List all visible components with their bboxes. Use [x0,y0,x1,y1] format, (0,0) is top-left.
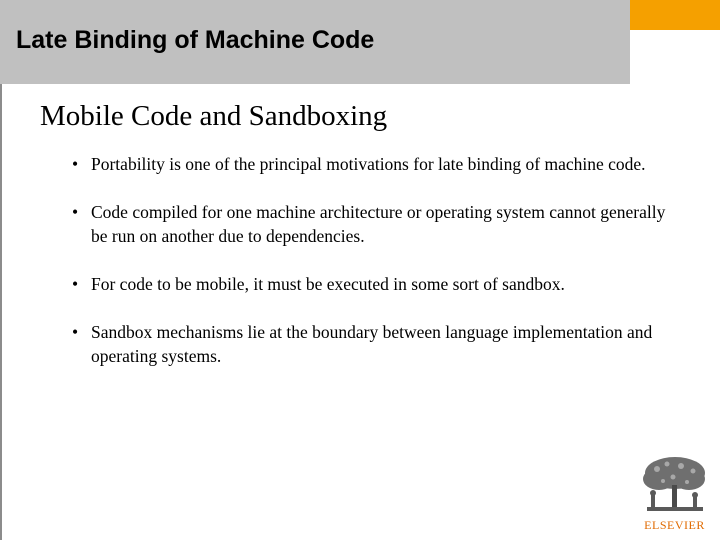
elsevier-logo [637,455,712,533]
bullet-item [72,272,672,296]
bullet-dot: • [72,274,79,294]
header-bar [0,0,630,84]
bullet-dot: • [72,154,79,174]
bullet-text: Code compiled for one machine architecture or operating system cannot generally be run on another due to dependencies. [91,202,666,246]
bullet-text: Sandbox mechanisms lie at the boundary between language implementation and operating systems. [91,322,653,366]
slide-subtitle: Mobile Code and Sandboxing [40,100,388,132]
accent-block [630,0,720,30]
bullet-text: Portability is one of the principal motivations for late binding of machine code. [91,154,646,174]
elsevier-tree-icon [637,455,712,517]
bullet-item [72,152,672,176]
bullet-item [72,320,672,368]
bullet-text: For code to be mobile, it must be executed in some sort of sandbox. [91,274,565,294]
logo-text: ELSEVIER [644,518,705,532]
bullet-dot: • [72,322,79,342]
bullet-item [72,200,672,248]
bullet-list [72,152,672,392]
page-title: Late Binding of Machine Code [16,26,375,54]
bullet-dot: • [72,202,79,222]
